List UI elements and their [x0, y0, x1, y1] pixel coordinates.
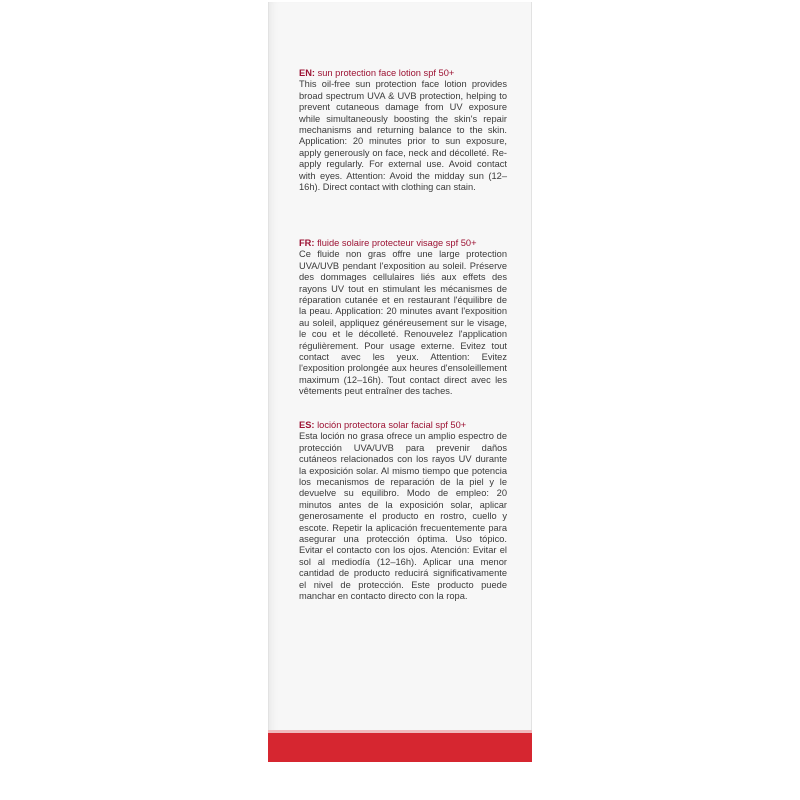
- product-description: Esta loción no grasa ofrece un amplio espectro de protección UVA/UVB para prevenir daños cutáneos relacionados con los rayos UV durante la exposición solar. Al mismo tiempo que potencia los mecanismos de reparación de la piel y le devuelve su equilibro. Modo de empleo: 20 minutos antes de la exposición solar, aplicar generosamente el producto en rostro, cuello y escote. Repetir la aplicación frecuentemente para asegurar una protección óptima. Uso tópico. Evitar el contacto con los ojos. Atención: Evitar el sol al mediodía (12–16h). Aplicar una menor cantidad de producto reducirá significativamente el nivel de protección. Este producto puede manchar en contacto directo con la ropa.: [299, 431, 507, 602]
- language-code: EN:: [299, 68, 316, 78]
- product-title: loción protectora solar facial spf 50+: [317, 420, 467, 430]
- red-stripe: [268, 733, 532, 762]
- language-code: FR:: [299, 238, 315, 248]
- section-heading: [299, 68, 507, 79]
- product-title: sun protection face lotion spf 50+: [317, 68, 455, 78]
- product-description: Ce fluide non gras offre une large protection UVA/UVB pendant l'exposition au soleil. Préserve des dommages cellulaires liés aux effets des rayons UV tout en stimulant les mécanismes de réparation cutanée et en restaurant l'équilibre de la peau. Application: 20 minutes avant l'exposition au soleil, appliquez généreusement sur le visage, le cou et le décolleté. Renouvelez l'application régulièrement. Pour usage externe. Evitez tout contact avec les yeux. Attention: Evitez l'exposition prolongée aux heures d'ensoleillement maximum (12–16h). Tout contact direct avec les vêtements peut entraîner des taches.: [299, 249, 507, 397]
- section-heading: [299, 238, 507, 249]
- product-description: This oil-free sun protection face lotion provides broad spectrum UVA & UVB protection, helping to prevent cutaneous damage from UV exposure while simultaneously boosting the skin's repair mechanisms and returning balance to the skin. Application: 20 minutes prior to sun exposure, apply generously on face, neck and décolleté. Re-apply regularly. For external use. Avoid contact with eyes. Attention: Avoid the midday sun (12–16h). Direct contact with clothing can stain.: [299, 79, 507, 193]
- language-code: ES:: [299, 420, 315, 430]
- section-english: [299, 68, 507, 193]
- section-spanish: [299, 420, 507, 603]
- section-french: [299, 238, 507, 398]
- section-heading: [299, 420, 507, 431]
- product-title: fluide solaire protecteur visage spf 50+: [317, 238, 477, 248]
